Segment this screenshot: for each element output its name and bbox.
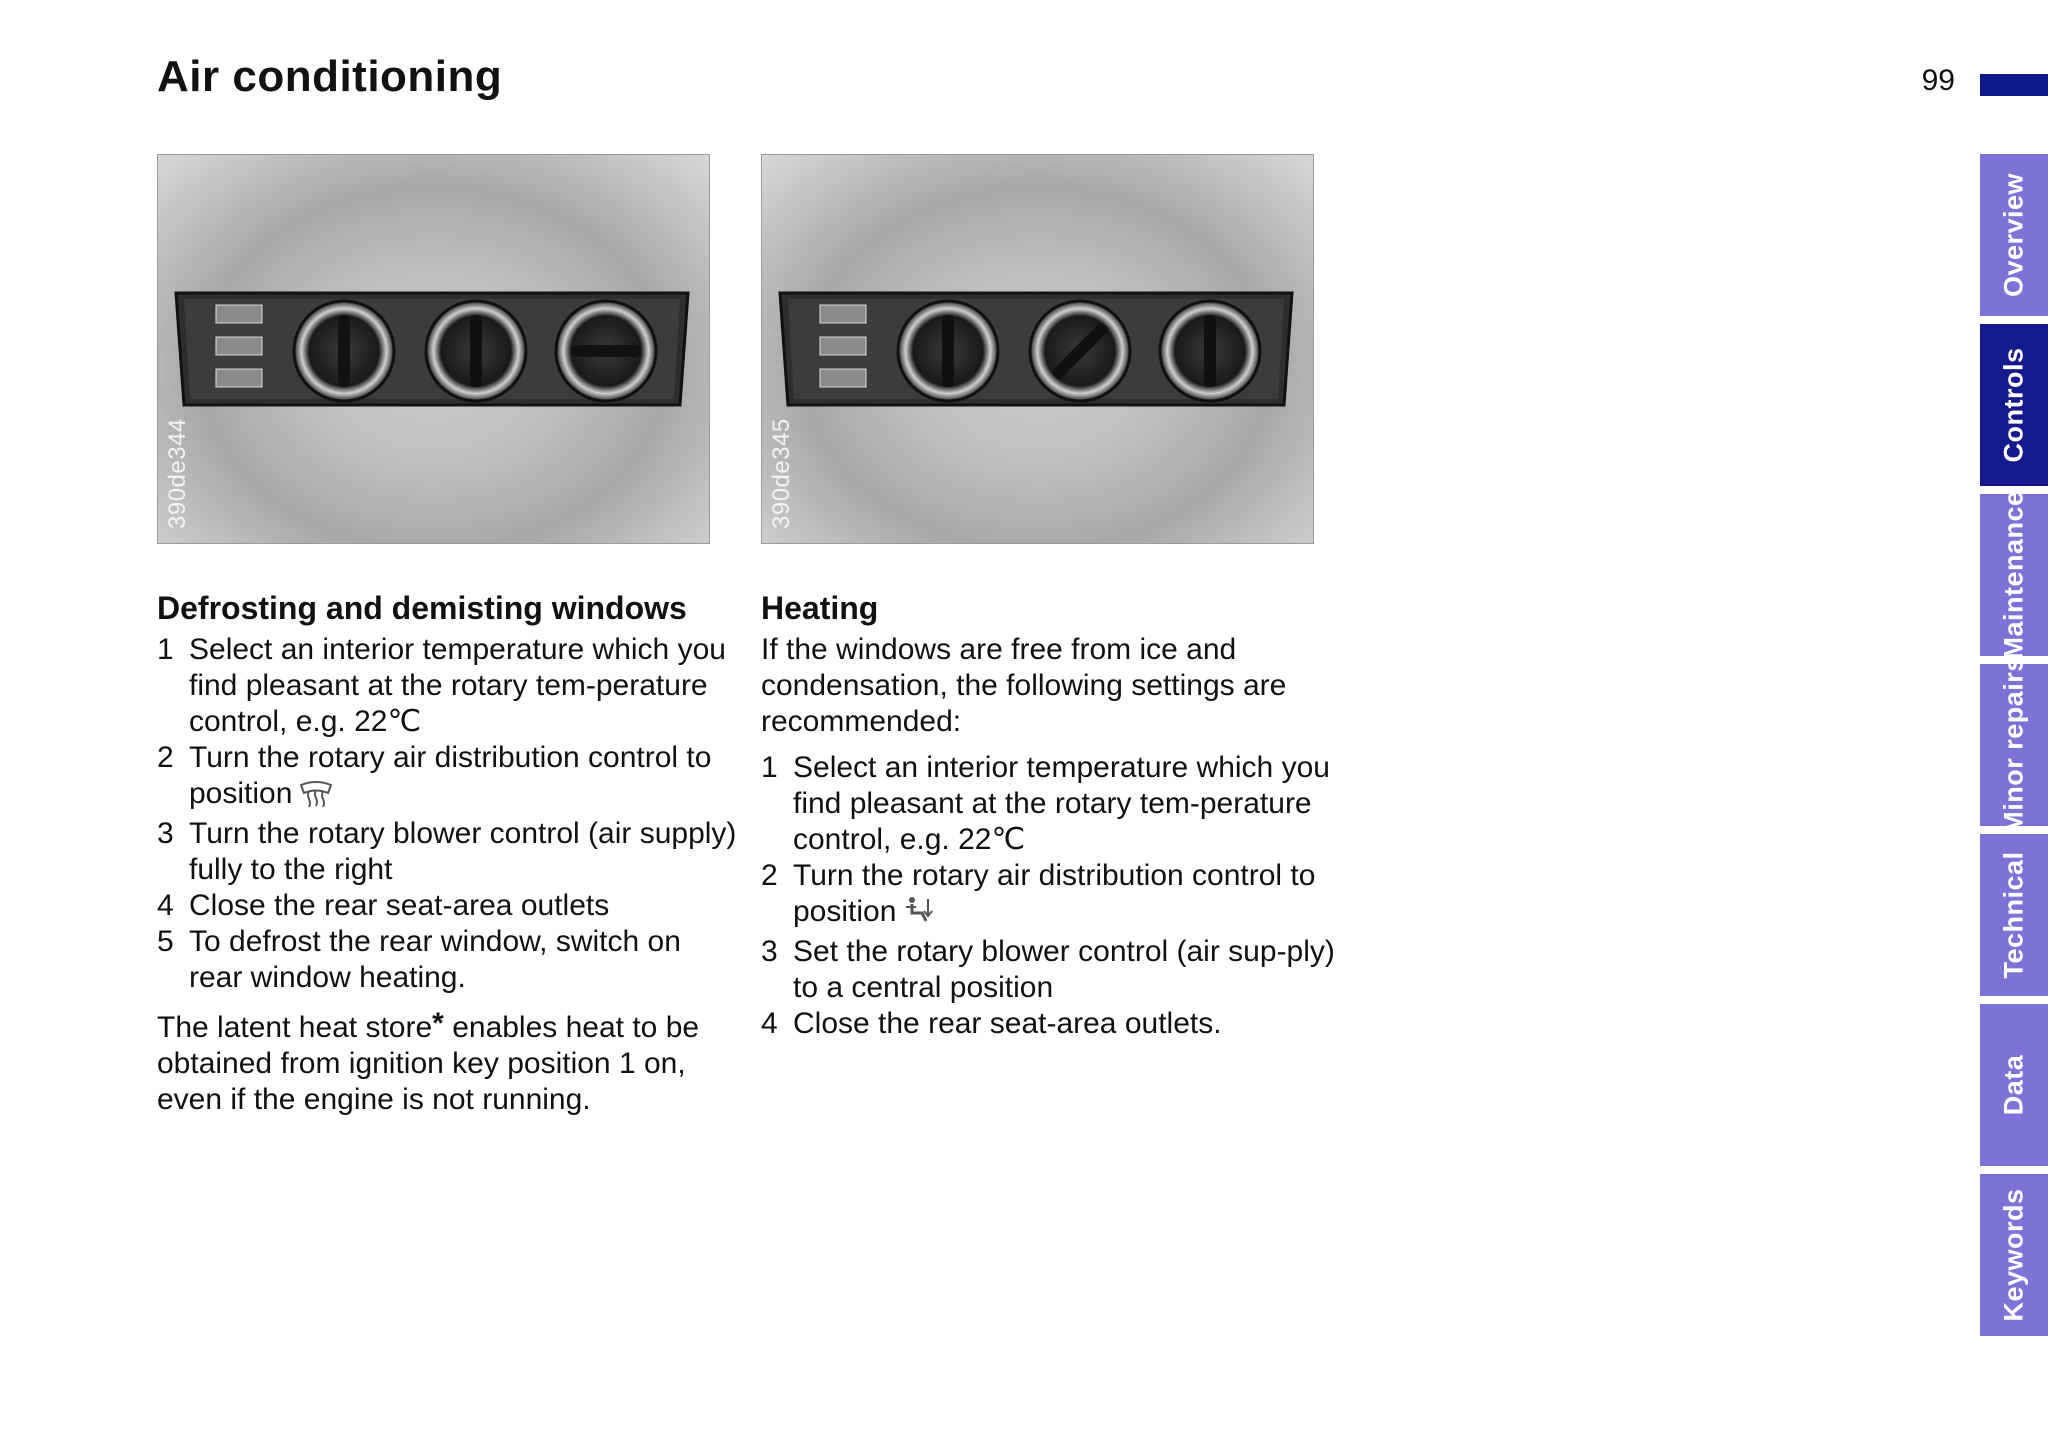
page-title: Air conditioning [157, 52, 503, 101]
tab-keywords[interactable]: Keywords [1980, 1174, 2048, 1336]
tab-minor-repairs[interactable]: Minor repairs [1980, 664, 2048, 826]
climate-panel-photo-heating [761, 154, 1314, 544]
list-item: 5 To defrost the rear window, switch on rear window heating. [157, 925, 681, 994]
list-item: 2 Turn the rotary air distribution control to position [761, 858, 1351, 934]
photo-code-label: 390de345 [768, 418, 795, 529]
page-marker-bar [1980, 74, 2048, 96]
page-number: 99 [1921, 64, 1955, 97]
tab-overview[interactable]: Overview [1980, 154, 2048, 316]
photo-code-label: 390de344 [164, 418, 191, 529]
list-item: 2 Turn the rotary air distribution control to position [157, 740, 737, 816]
tab-data[interactable]: Data [1980, 1004, 2048, 1166]
list-item: 1 Select an interior temperature which you find pleasant at the rotary tem-perature control, e.g. 22℃ [157, 633, 726, 738]
windscreen-defrost-icon [298, 779, 334, 816]
heating-section [761, 590, 1351, 1042]
list-item: 1 Select an interior temperature which you find pleasant at the rotary tem-perature control, e.g. 22℃ [761, 751, 1330, 856]
section-heading: Defrosting and demisting windows [157, 590, 687, 626]
list-item: 3 Turn the rotary blower control (air supply) fully to the right [157, 817, 737, 886]
climate-panel-photo-defrost [157, 154, 710, 544]
defrost-steps [157, 632, 737, 996]
tab-maintenance[interactable]: Maintenance [1980, 494, 2048, 656]
optional-equipment-asterisk: * [432, 1007, 444, 1040]
heating-steps [761, 750, 1351, 1042]
latent-heat-note: The latent heat store* enables heat to be obtained from ignition key position 1 on, even if the engine is not running. [157, 1007, 700, 1116]
climate-panel-illustration [158, 155, 710, 544]
list-item: 4 Close the rear seat-area outlets. [761, 1007, 1222, 1040]
tab-controls[interactable]: Controls [1980, 324, 2048, 486]
heating-intro: If the windows are free from ice and condensation, the following settings are recommended: [761, 633, 1287, 738]
climate-panel-illustration [762, 155, 1314, 544]
list-item: 3 Set the rotary blower control (air sup-ply) to a central position [761, 935, 1335, 1004]
defrost-section [157, 590, 737, 1118]
footwell-airflow-icon [902, 895, 938, 934]
list-item: 4 Close the rear seat-area outlets [157, 889, 610, 922]
section-heading: Heating [761, 590, 879, 626]
tab-technical[interactable]: Technical [1980, 834, 2048, 996]
